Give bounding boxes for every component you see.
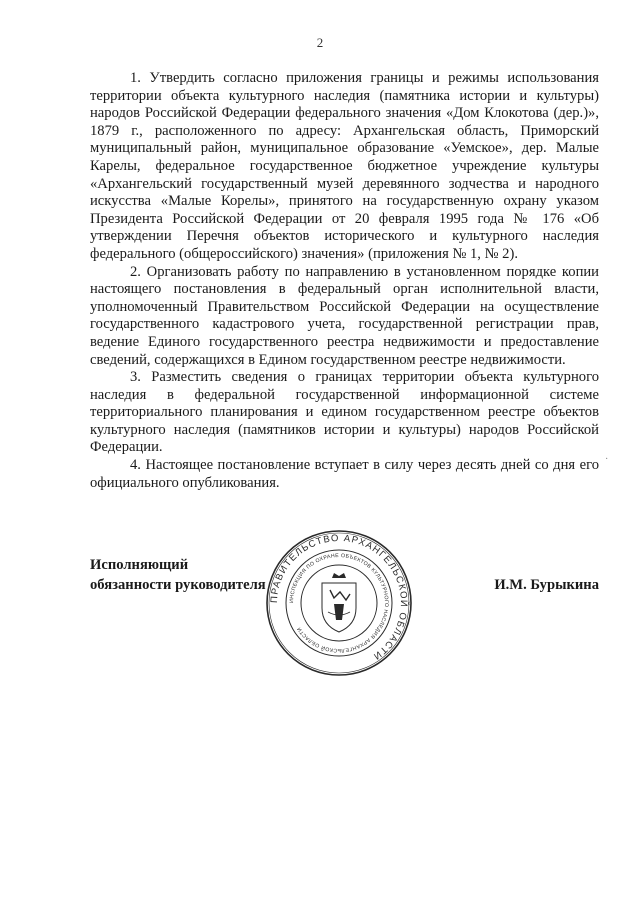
document-body: [90, 70, 599, 492]
signatory-name: И.М. Бурыкина: [494, 577, 599, 593]
seal-outer-text: ПРАВИТЕЛЬСТВО АРХАНГЕЛЬСКОЙ ОБЛАСТИ: [268, 532, 410, 663]
signatory-title-line-2: обязанности руководителя: [90, 577, 266, 593]
margin-mark: ·: [605, 454, 609, 465]
page-number: 2: [316, 35, 324, 50]
paragraph-2: 2. Организовать работу по направлению в установленном порядке копии настоящего постановления в федеральный орган исполнительной власти, уполномоченный Правительством Российской Федерации на осуществление государственного кадастрового учета, государственной регистрации прав, ведение Единого государственного реестра недвижимости и предоставление сведений, содержащихся в Едином государственном реестре недвижимости.: [90, 263, 599, 368]
paragraph-1: 1. Утвердить согласно приложения границы и режимы использования территории объекта культурного наследия (памятника истории и культуры) народов Российской Федерации федерального значения «Дом Клокотова (дер.)», 1879 г., расположенного по адресу: Архангельская область, Приморский муниципальный район, муниципальное образование «Уемское», дер. Малые Карелы, федеральное государственное бюджетное учреждение культуры «Архангельский государственный музей деревянного зодчества и народного искусства «Малые Корелы», принятого на государственную охрану указом Президента Российской Федерации от 20 февраля 1995 года № 176 «Об утверждении Перечня объектов исторического и культурного наследия федерального (общероссийского) значения» (приложения № 1, № 2).: [90, 70, 599, 262]
signatory-title: [90, 555, 266, 595]
coat-of-arms-icon: [322, 573, 356, 632]
paragraph-4: 4. Настоящее постановление вступает в силу через десять дней со дня его официального опубликования.: [90, 457, 599, 491]
official-seal-icon: [264, 528, 414, 678]
seal-inner-text: ИНСПЕКЦИЯ ПО ОХРАНЕ ОБЪЕКТОВ КУЛЬТУРНОГО НАСЛЕДИЯ АРХАНГЕЛЬСКОЙ ОБЛАСТИ: [288, 552, 390, 654]
signatory-title-line-1: Исполняющий: [90, 557, 189, 573]
paragraph-3: 3. Разместить сведения о границах территории объекта культурного наследия в федеральной государственной информационной системе территориального планирования и едином государственном реестре объектов культурного наследия (памятников истории и культуры) народов Российской Федерации.: [90, 369, 599, 456]
